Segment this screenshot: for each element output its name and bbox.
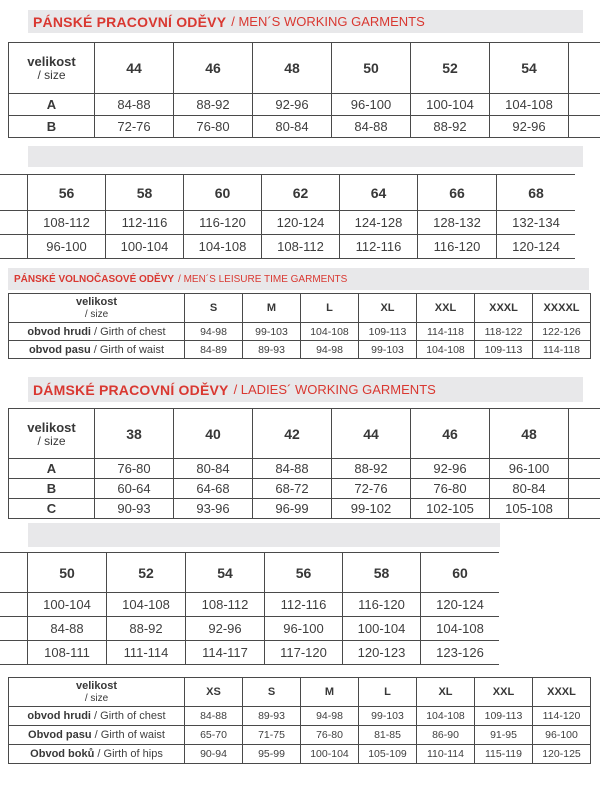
table-row xyxy=(9,323,591,341)
clipped-label-cell xyxy=(0,235,28,259)
clipped-next-cell xyxy=(569,94,600,116)
table-row xyxy=(0,641,499,665)
value-cell: 110-114 xyxy=(417,745,475,764)
size-header-cell: 38 xyxy=(95,409,174,459)
size-header-cell: 46 xyxy=(174,43,253,94)
value-cell: 96-100 xyxy=(332,94,411,116)
table-row xyxy=(0,617,499,641)
corner-label-en: / size xyxy=(37,433,66,448)
value-cell: 92-96 xyxy=(490,116,569,138)
value-cell: 100-104 xyxy=(301,745,359,764)
value-cell: 60-64 xyxy=(95,479,174,499)
size-header-cell: 54 xyxy=(490,43,569,94)
value-cell: 84-88 xyxy=(253,459,332,479)
clipped-label-column-cell xyxy=(0,553,28,593)
value-cell: 84-88 xyxy=(185,707,243,726)
value-cell: 99-102 xyxy=(332,499,411,519)
size-header-cell: 56 xyxy=(28,175,106,211)
size-header-cell: M xyxy=(301,678,359,707)
value-cell: 91-95 xyxy=(475,726,533,745)
value-cell: 95-99 xyxy=(243,745,301,764)
value-cell: 96-100 xyxy=(265,617,343,641)
mens-leisure-sizes-table xyxy=(8,293,591,359)
size-header-cell: XL xyxy=(417,678,475,707)
corner-label-cz: velikost xyxy=(76,295,117,308)
section-title-en: / MEN´S LEISURE TIME GARMENTS xyxy=(178,273,348,285)
size-header-cell: 42 xyxy=(253,409,332,459)
table-row xyxy=(9,726,591,745)
value-cell: 112-116 xyxy=(265,593,343,617)
value-cell: 116-120 xyxy=(184,211,262,235)
row-label-cz: Obvod pasu xyxy=(28,729,92,741)
value-cell: 80-84 xyxy=(253,116,332,138)
section-title-cz: PÁNSKÉ VOLNOČASOVÉ ODĚVY xyxy=(14,273,175,285)
value-cell: 92-96 xyxy=(253,94,332,116)
value-cell: 123-126 xyxy=(421,641,500,665)
value-cell: 90-93 xyxy=(95,499,174,519)
corner-label-cz: velikost xyxy=(76,679,117,692)
value-cell: 89-93 xyxy=(243,707,301,726)
corner-label-en: / size xyxy=(84,308,109,320)
value-cell: 117-120 xyxy=(265,641,343,665)
value-cell: 86-90 xyxy=(417,726,475,745)
size-header-cell: 60 xyxy=(421,553,500,593)
value-cell: 72-76 xyxy=(95,116,174,138)
size-header-cell: XXXL xyxy=(475,294,533,323)
table-header-row xyxy=(0,175,575,211)
size-header-cell: XXL xyxy=(417,294,475,323)
size-header-cell: 46 xyxy=(411,409,490,459)
value-cell: 118-122 xyxy=(475,323,533,341)
ladies-girth-sizes-table xyxy=(8,677,591,764)
row-label-cell: C xyxy=(9,499,95,519)
size-header-cell: L xyxy=(359,678,417,707)
mens-working-sizes-table-part1 xyxy=(8,42,600,138)
value-cell: 92-96 xyxy=(186,617,265,641)
table-header-row xyxy=(9,43,600,94)
ladies-working-table-part1-clip xyxy=(8,408,600,519)
value-cell: 108-111 xyxy=(28,641,107,665)
value-cell: 100-104 xyxy=(343,617,421,641)
value-cell: 108-112 xyxy=(262,235,340,259)
size-header-cell: 56 xyxy=(265,553,343,593)
size-header-cell: M xyxy=(243,294,301,323)
clipped-next-cell xyxy=(569,116,600,138)
value-cell: 100-104 xyxy=(28,593,107,617)
value-cell: 112-116 xyxy=(340,235,418,259)
table-row xyxy=(9,94,600,116)
value-cell: 96-100 xyxy=(28,235,106,259)
size-header-cell: 52 xyxy=(411,43,490,94)
mens-working-table-part2-clip xyxy=(0,174,575,259)
table-header-row xyxy=(0,553,499,593)
row-label-cz: Obvod boků xyxy=(30,748,95,760)
size-header-cell: S xyxy=(243,678,301,707)
value-cell: 100-104 xyxy=(106,235,184,259)
clipped-label-cell xyxy=(0,211,28,235)
section-title-cz: PÁNSKÉ PRACOVNÍ ODĚVY xyxy=(33,13,227,30)
value-cell: 71-75 xyxy=(243,726,301,745)
table-header-row xyxy=(9,678,591,707)
value-cell: 104-108 xyxy=(421,617,500,641)
value-cell: 96-99 xyxy=(253,499,332,519)
row-label-cell xyxy=(9,707,185,726)
table-row xyxy=(0,593,499,617)
value-cell: 94-98 xyxy=(301,341,359,359)
value-cell: 94-98 xyxy=(185,323,243,341)
size-header-cell: 48 xyxy=(490,409,569,459)
clipped-next-column-cell xyxy=(569,43,600,94)
value-cell: 132-134 xyxy=(497,211,576,235)
row-label-cz: obvod hrudi xyxy=(27,710,91,722)
value-cell: 104-108 xyxy=(417,707,475,726)
value-cell: 93-96 xyxy=(174,499,253,519)
value-cell: 105-109 xyxy=(359,745,417,764)
table-row xyxy=(9,499,600,519)
table-row xyxy=(9,459,600,479)
value-cell: 105-108 xyxy=(490,499,569,519)
size-header-cell: 50 xyxy=(332,43,411,94)
size-header-cell: 44 xyxy=(95,43,174,94)
row-label-en: / Girth of chest xyxy=(90,710,166,722)
value-cell: 120-124 xyxy=(497,235,576,259)
table-header-row xyxy=(9,409,600,459)
value-cell: 84-88 xyxy=(95,94,174,116)
value-cell: 90-94 xyxy=(185,745,243,764)
corner-label-cz: velikost xyxy=(27,54,76,69)
value-cell: 76-80 xyxy=(174,116,253,138)
value-cell: 115-119 xyxy=(475,745,533,764)
value-cell: 114-117 xyxy=(186,641,265,665)
value-cell: 65-70 xyxy=(185,726,243,745)
row-label-cz: obvod pasu xyxy=(28,343,91,356)
value-cell: 89-93 xyxy=(243,341,301,359)
value-cell: 100-104 xyxy=(411,94,490,116)
size-header-cell: 58 xyxy=(343,553,421,593)
corner-label-cz: velikost xyxy=(27,419,76,435)
table-row xyxy=(9,707,591,726)
row-label-en: / Girth of waist xyxy=(90,343,165,356)
value-cell: 84-88 xyxy=(28,617,107,641)
table-row xyxy=(0,211,575,235)
size-header-cell: 66 xyxy=(418,175,497,211)
row-label-cell: A xyxy=(9,459,95,479)
value-cell: 104-108 xyxy=(417,341,475,359)
value-cell: 88-92 xyxy=(174,94,253,116)
value-cell: 116-120 xyxy=(418,235,497,259)
value-cell: 104-108 xyxy=(301,323,359,341)
table-header-row xyxy=(9,294,591,323)
clipped-next-cell xyxy=(569,499,600,519)
clipped-next-column-cell xyxy=(569,409,600,459)
value-cell: 88-92 xyxy=(332,459,411,479)
value-cell: 120-124 xyxy=(262,211,340,235)
value-cell: 99-103 xyxy=(359,341,417,359)
value-cell: 109-113 xyxy=(475,707,533,726)
value-cell: 81-85 xyxy=(359,726,417,745)
value-cell: 112-116 xyxy=(106,211,184,235)
section-title-en: / MEN´S WORKING GARMENTS xyxy=(231,14,425,29)
corner-cell xyxy=(9,409,95,459)
size-header-cell: XXXXL xyxy=(533,294,591,323)
value-cell: 108-112 xyxy=(186,593,265,617)
value-cell: 122-126 xyxy=(533,323,591,341)
size-header-cell: XS xyxy=(185,678,243,707)
value-cell: 80-84 xyxy=(174,459,253,479)
row-label-cz: obvod hrudi xyxy=(27,325,91,338)
table-row xyxy=(9,479,600,499)
row-label-en: / Girth of chest xyxy=(90,325,166,338)
corner-cell xyxy=(9,43,95,94)
value-cell: 109-113 xyxy=(359,323,417,341)
table-row xyxy=(0,235,575,259)
corner-cell xyxy=(9,294,185,323)
value-cell: 114-120 xyxy=(533,707,591,726)
value-cell: 88-92 xyxy=(411,116,490,138)
table-row xyxy=(9,745,591,764)
value-cell: 104-108 xyxy=(184,235,262,259)
corner-label-en: / size xyxy=(37,68,66,82)
section-header-mens-leisure xyxy=(8,268,589,290)
size-header-cell: 48 xyxy=(253,43,332,94)
row-label-cell: B xyxy=(9,479,95,499)
value-cell: 116-120 xyxy=(343,593,421,617)
value-cell: 109-113 xyxy=(475,341,533,359)
row-label-cell xyxy=(9,726,185,745)
size-header-cell: XXL xyxy=(475,678,533,707)
value-cell: 108-112 xyxy=(28,211,106,235)
clipped-label-column-cell xyxy=(0,175,28,211)
row-label-en: / Girth of waist xyxy=(91,729,165,741)
size-header-cell: 64 xyxy=(340,175,418,211)
value-cell: 94-98 xyxy=(301,707,359,726)
clipped-label-cell xyxy=(0,641,28,665)
divider-bar xyxy=(28,146,583,167)
clipped-next-cell xyxy=(569,479,600,499)
section-title-cz: DÁMSKÉ PRACOVNÍ ODĚVY xyxy=(33,381,229,398)
section-title-en: / LADIES´ WORKING GARMENTS xyxy=(233,382,436,397)
value-cell: 99-103 xyxy=(359,707,417,726)
value-cell: 104-108 xyxy=(107,593,186,617)
ladies-working-sizes-table-part2 xyxy=(0,552,499,665)
value-cell: 84-89 xyxy=(185,341,243,359)
size-header-cell: 58 xyxy=(106,175,184,211)
value-cell: 92-96 xyxy=(411,459,490,479)
section-header-ladies-working xyxy=(28,377,583,402)
size-header-cell: XL xyxy=(359,294,417,323)
row-label-cell xyxy=(9,745,185,764)
size-header-cell: 40 xyxy=(174,409,253,459)
clipped-label-cell xyxy=(0,617,28,641)
value-cell: 114-118 xyxy=(417,323,475,341)
value-cell: 114-118 xyxy=(533,341,591,359)
size-header-cell: 44 xyxy=(332,409,411,459)
value-cell: 128-132 xyxy=(418,211,497,235)
section-header-mens-working xyxy=(28,10,583,33)
row-label-cell: A xyxy=(9,94,95,116)
value-cell: 99-103 xyxy=(243,323,301,341)
value-cell: 120-124 xyxy=(421,593,500,617)
value-cell: 104-108 xyxy=(490,94,569,116)
value-cell: 120-125 xyxy=(533,745,591,764)
clipped-next-cell xyxy=(569,459,600,479)
size-header-cell: L xyxy=(301,294,359,323)
mens-working-sizes-table-part2 xyxy=(0,174,575,259)
value-cell: 80-84 xyxy=(490,479,569,499)
value-cell: 76-80 xyxy=(411,479,490,499)
corner-label-en: / size xyxy=(84,692,109,704)
clipped-label-cell xyxy=(0,593,28,617)
value-cell: 64-68 xyxy=(174,479,253,499)
size-header-cell: 54 xyxy=(186,553,265,593)
size-header-cell: 52 xyxy=(107,553,186,593)
divider-bar xyxy=(28,523,500,547)
value-cell: 84-88 xyxy=(332,116,411,138)
value-cell: 96-100 xyxy=(533,726,591,745)
value-cell: 120-123 xyxy=(343,641,421,665)
value-cell: 124-128 xyxy=(340,211,418,235)
value-cell: 68-72 xyxy=(253,479,332,499)
value-cell: 72-76 xyxy=(332,479,411,499)
size-header-cell: 60 xyxy=(184,175,262,211)
size-header-cell: 50 xyxy=(28,553,107,593)
row-label-cell xyxy=(9,323,185,341)
row-label-cell: B xyxy=(9,116,95,138)
value-cell: 96-100 xyxy=(490,459,569,479)
row-label-en: / Girth of hips xyxy=(94,748,163,760)
value-cell: 76-80 xyxy=(301,726,359,745)
ladies-working-sizes-table-part1 xyxy=(8,408,600,519)
size-header-cell: S xyxy=(185,294,243,323)
corner-cell xyxy=(9,678,185,707)
size-header-cell: XXXL xyxy=(533,678,591,707)
value-cell: 76-80 xyxy=(95,459,174,479)
value-cell: 102-105 xyxy=(411,499,490,519)
value-cell: 88-92 xyxy=(107,617,186,641)
mens-working-table-part1-clip xyxy=(8,42,600,138)
size-header-cell: 62 xyxy=(262,175,340,211)
size-header-cell: 68 xyxy=(497,175,576,211)
value-cell: 111-114 xyxy=(107,641,186,665)
table-row xyxy=(9,116,600,138)
row-label-cell xyxy=(9,341,185,359)
table-row xyxy=(9,341,591,359)
ladies-working-table-part2-clip xyxy=(0,552,499,665)
